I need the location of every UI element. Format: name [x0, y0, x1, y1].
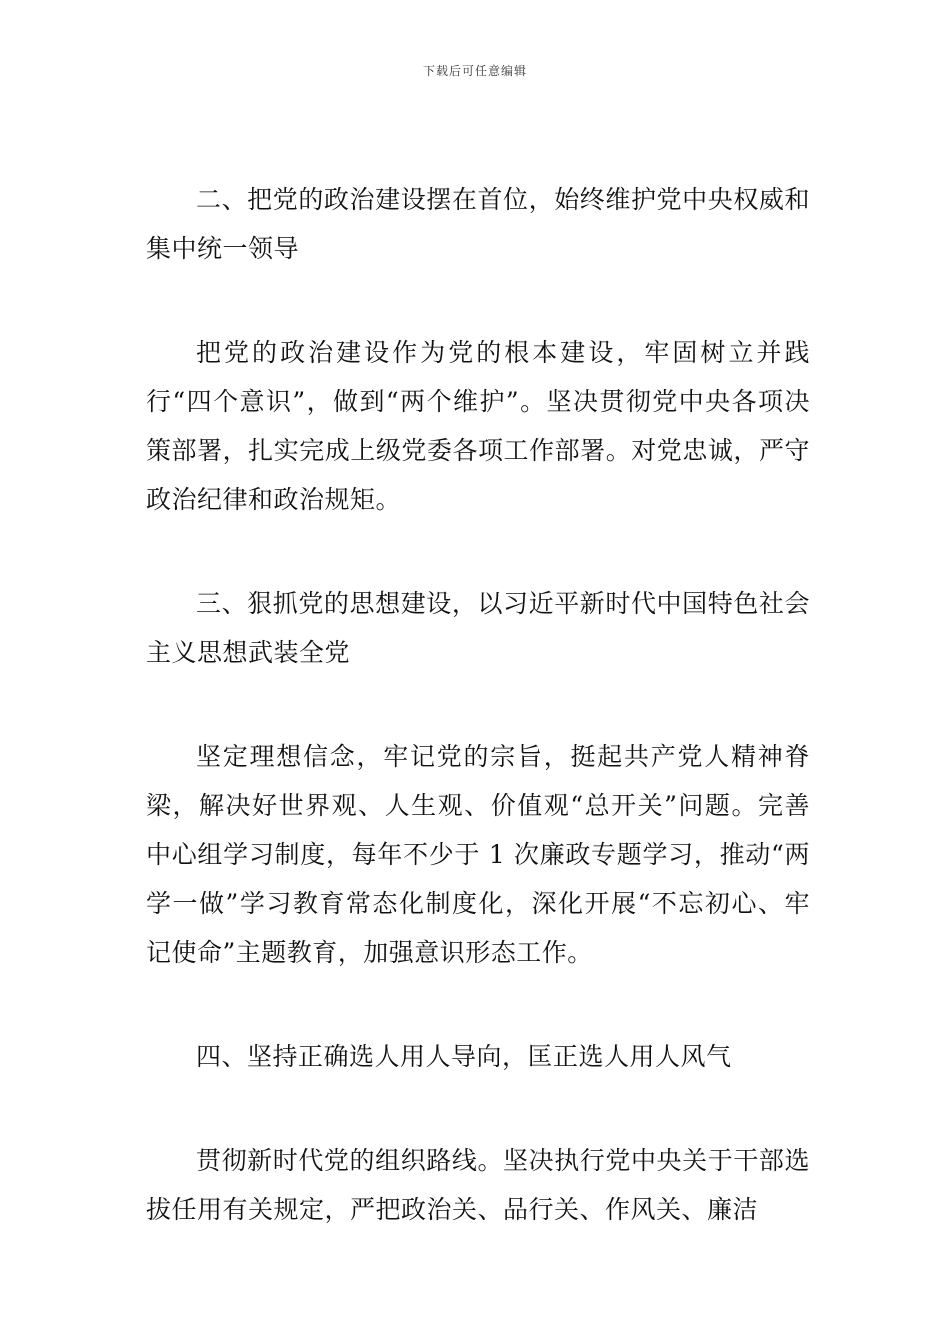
body-paragraph-3: 坚定理想信念，牢记党的宗旨，挺起共产党人精神脊梁，解决好世界观、人生观、价值观“总开关”问题。完善中心组学习制度，每年不少于 1 次廉政专题学习，推动“两学一做”学习教育常态化制度化，深化开展“不忘初心、牢记使命”主题教育，加强意识形态工作。: [146, 742, 810, 967]
paragraph-gap: [146, 1081, 810, 1136]
paragraph-gap: [146, 524, 810, 579]
section-heading-2: 二、把党的政治建设摆在首位，始终维护党中央权威和集中统一领导: [146, 185, 810, 263]
document-body: [146, 175, 810, 1234]
section-heading-4: 四、坚持正确选人用人导向，匡正选人用人风气: [196, 1042, 732, 1071]
body-paragraph-4: 贯彻新时代党的组织路线。坚决执行党中央关于干部选拔任用有关规定，严把政治关、品行关、作风关、廉洁: [146, 1146, 810, 1224]
page-header: 下载后可任意编辑: [422, 64, 527, 78]
paragraph-gap: [146, 677, 810, 732]
paragraph-gap: [146, 273, 810, 328]
section-heading-3: 三、狠抓党的思想建设，以习近平新时代中国特色社会主义思想武装全党: [146, 589, 810, 667]
body-paragraph-2: 把党的政治建设作为党的根本建设，牢固树立并践行“四个意识”，做到“两个维护”。坚决贯彻党中央各项决策部署，扎实完成上级党委各项工作部署。对党忠诚，严守政治纪律和政治规矩。: [146, 338, 810, 514]
paragraph-gap: [146, 977, 810, 1032]
